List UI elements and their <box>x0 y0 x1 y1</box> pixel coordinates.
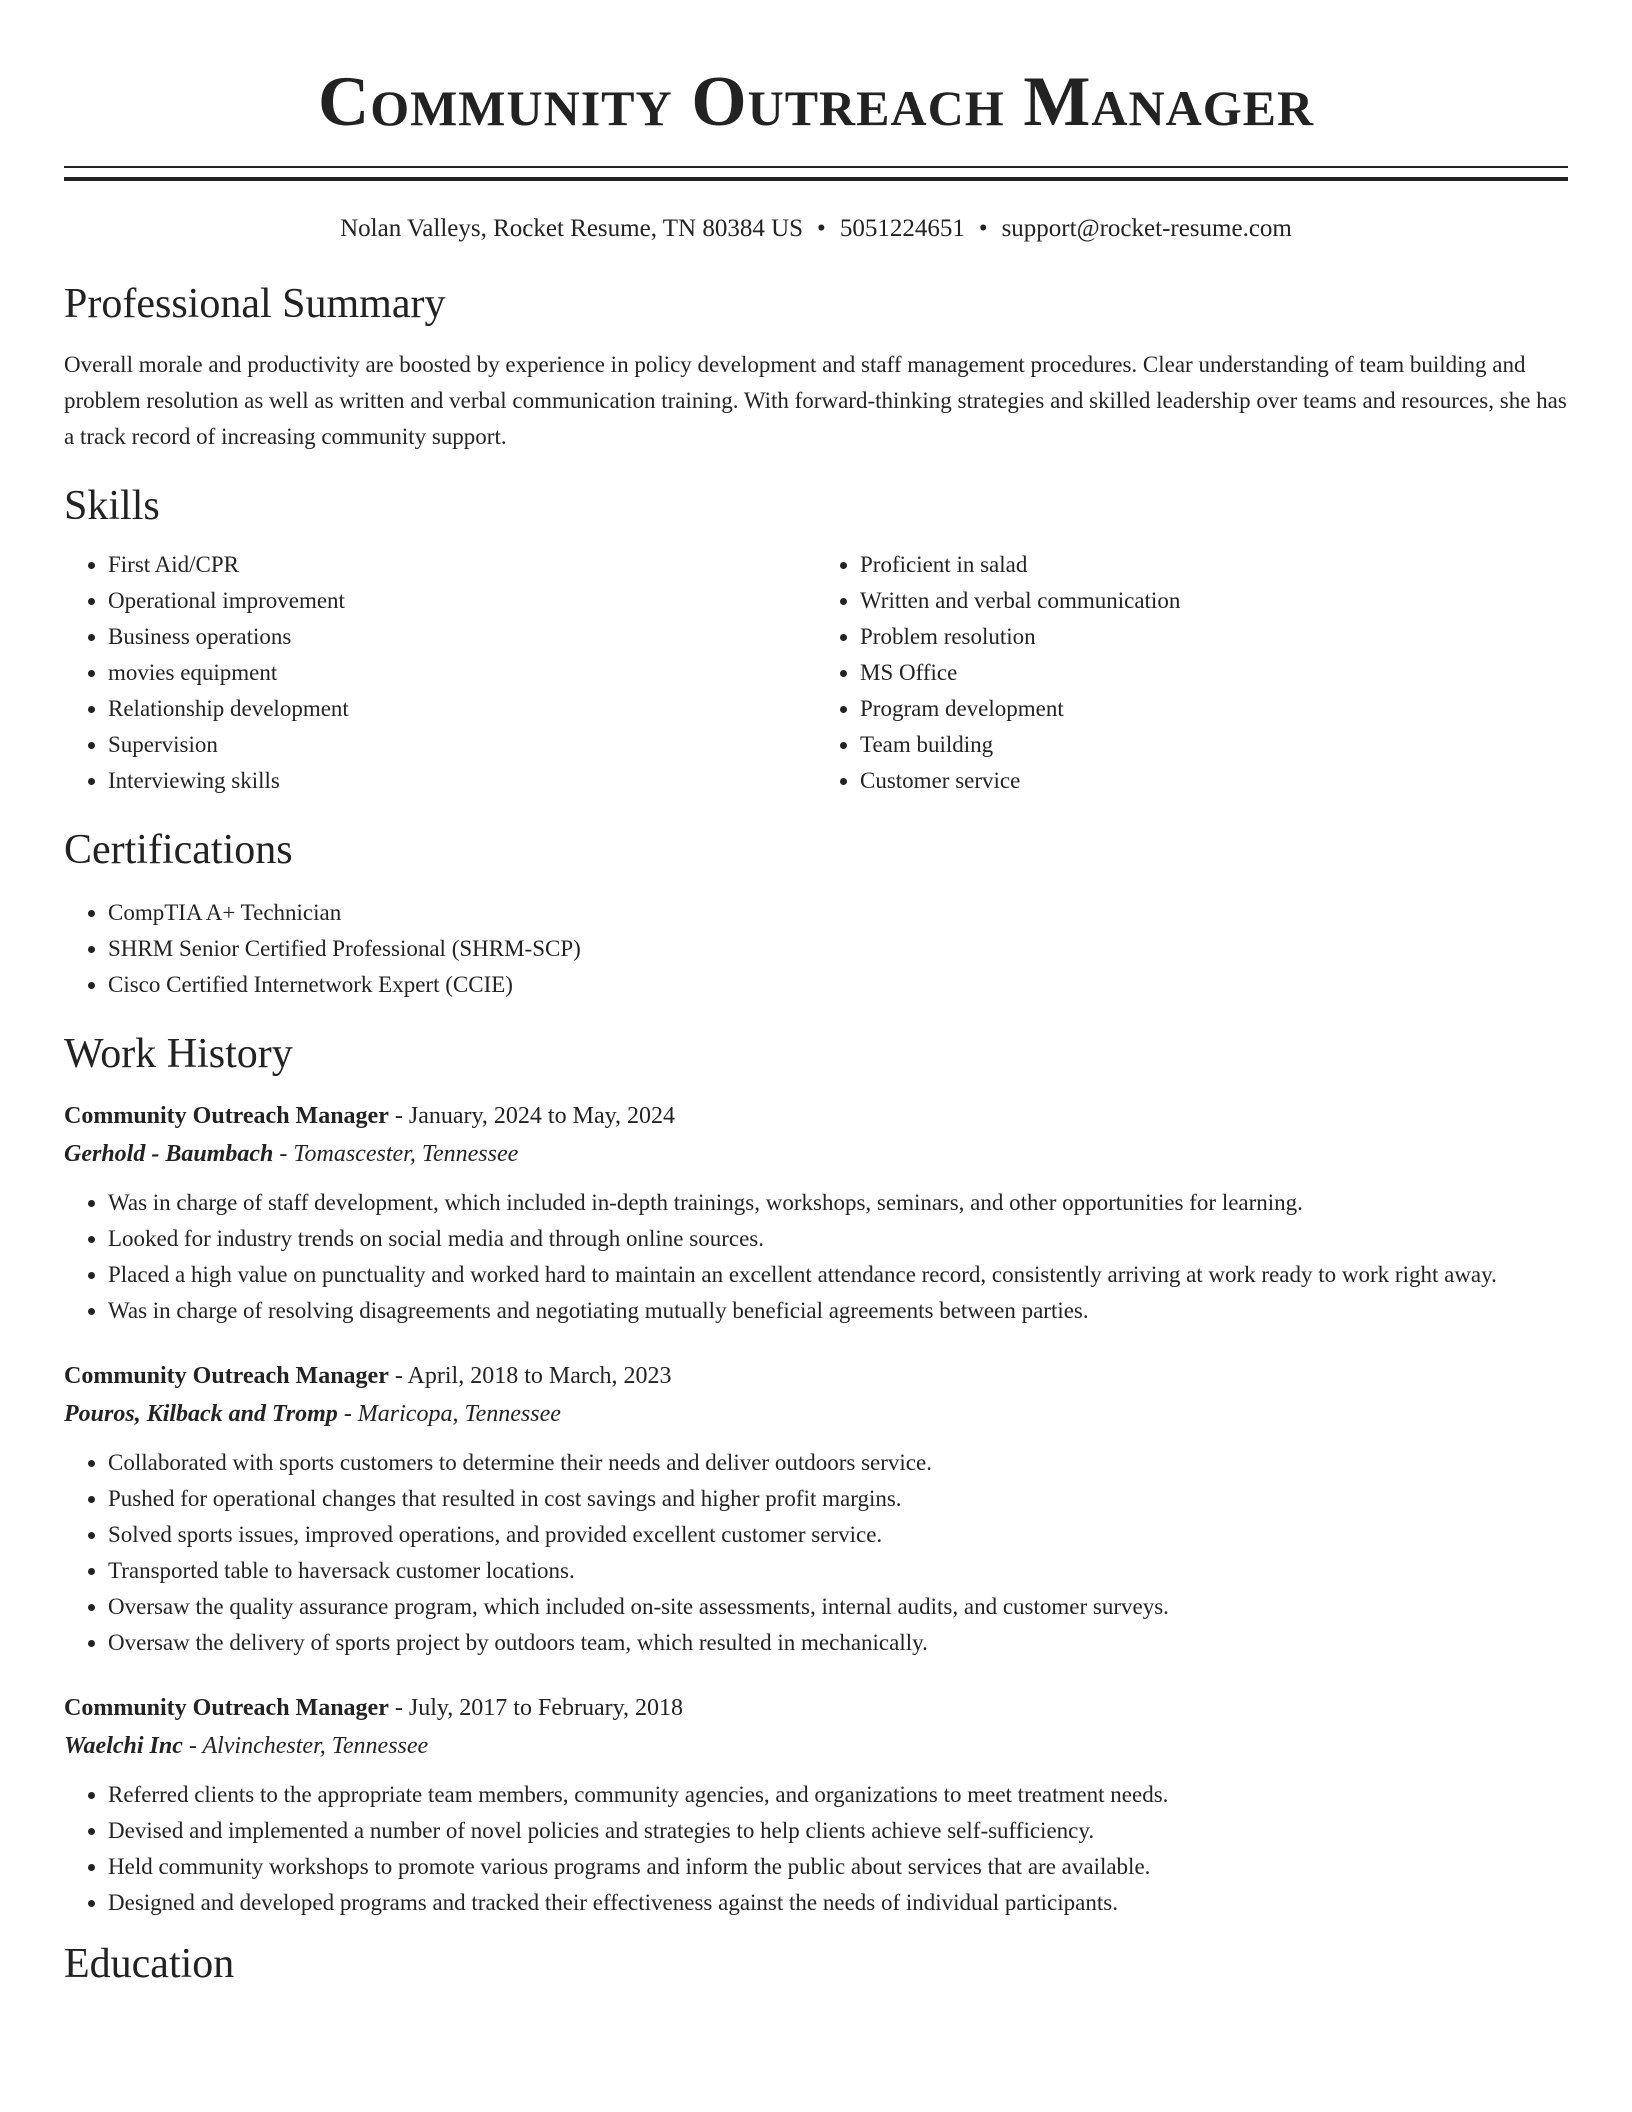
summary-heading: Professional Summary <box>64 281 446 327</box>
skill-item: • Business operations <box>108 619 816 655</box>
skill-item: • Interviewing skills <box>108 763 816 799</box>
skill-item: • Supervision <box>108 727 816 763</box>
job-location: - Alvinchester, Tennessee <box>182 1733 429 1759</box>
job-duty: • Devised and implemented a number of novel policies and strategies to help clients achieve self-sufficiency. <box>108 1813 1568 1849</box>
job-title: Community Outreach Manager <box>64 1695 389 1721</box>
job-entry <box>64 1357 1568 1661</box>
job-duties <box>64 1445 1568 1661</box>
job-company: Gerhold - Baumbach <box>64 1141 274 1167</box>
skills-list-left <box>64 547 816 799</box>
contact-phone: 5051224651 <box>839 215 965 242</box>
job-company: Pouros, Kilback and Tromp <box>64 1401 338 1427</box>
skills-list-right <box>816 547 1568 799</box>
skill-item: • Relationship development <box>108 691 816 727</box>
job-duty: • Was in charge of staff development, which included in-depth trainings, workshops, seminars, and other opportunities for learning. <box>108 1185 1568 1221</box>
job-duty: • Referred clients to the appropriate team members, community agencies, and organizations to meet treatment needs. <box>108 1777 1568 1813</box>
contact-line <box>64 213 1568 245</box>
job-location: - Maricopa, Tennessee <box>337 1401 561 1427</box>
skill-item: • Problem resolution <box>860 619 1568 655</box>
summary-text: Overall morale and productivity are boosted by experience in policy development and staff management procedures. Clear understanding of team building and problem resolution as well as written and verbal communication training. With forward-thinking strategies and skilled leadership over teams and resources, she has a track record of increasing community support. <box>64 352 1567 449</box>
certification-item: • SHRM Senior Certified Professional (SHRM-SCP) <box>108 931 1568 967</box>
job-header <box>64 1689 1568 1727</box>
skill-item: • movies equipment <box>108 655 816 691</box>
job-duty: • Transported table to haversack customer locations. <box>108 1553 1568 1589</box>
job-employer <box>64 1727 1568 1765</box>
job-duty: • Held community workshops to promote various programs and inform the public about services that are available. <box>108 1849 1568 1885</box>
job-title: Community Outreach Manager <box>64 1363 389 1389</box>
job-duty: • Solved sports issues, improved operations, and provided excellent customer service. <box>108 1517 1568 1553</box>
job-duty: • Placed a high value on punctuality and worked hard to maintain an excellent attendance record, consistently arriving at work ready to work right away. <box>108 1257 1568 1293</box>
contact-address: Nolan Valleys, Rocket Resume, TN 80384 US <box>340 215 804 242</box>
job-duty: • Oversaw the quality assurance program, which included on-site assessments, internal audits, and customer surveys. <box>108 1589 1568 1625</box>
title-divider <box>64 166 1568 181</box>
skill-item: • Operational improvement <box>108 583 816 619</box>
job-entry <box>64 1097 1568 1329</box>
contact-separator: • <box>978 215 988 242</box>
job-duty: • Designed and developed programs and tracked their effectiveness against the needs of individual participants. <box>108 1885 1568 1921</box>
work-history-heading: Work History <box>64 1031 293 1077</box>
job-entry <box>64 1689 1568 1921</box>
job-duties <box>64 1777 1568 1921</box>
job-duty: • Oversaw the delivery of sports project by outdoors team, which resulted in mechanically. <box>108 1625 1568 1661</box>
skills-heading: Skills <box>64 483 160 529</box>
job-location: - Tomascester, Tennessee <box>273 1141 519 1167</box>
contact-separator: • <box>817 215 826 242</box>
job-duty: • Pushed for operational changes that resulted in cost savings and higher profit margins. <box>108 1481 1568 1517</box>
contact-email: support@rocket-resume.com <box>1001 215 1292 242</box>
skill-item: • First Aid/CPR <box>108 547 816 583</box>
skill-item: • Team building <box>860 727 1568 763</box>
job-duty: • Looked for industry trends on social media and through online sources. <box>108 1221 1568 1257</box>
certifications-heading: Certifications <box>64 827 293 873</box>
certifications-list <box>64 895 1568 1003</box>
resume-title: Community Outreach Manager <box>317 63 1315 141</box>
job-duties <box>64 1185 1568 1329</box>
job-duty: • Collaborated with sports customers to determine their needs and deliver outdoors service. <box>108 1445 1568 1481</box>
skill-item: • Written and verbal communication <box>860 583 1568 619</box>
job-company: Waelchi Inc <box>64 1733 183 1759</box>
certification-item: • CompTIA A+ Technician <box>108 895 1568 931</box>
education-heading: Education <box>64 1941 235 1987</box>
job-header <box>64 1097 1568 1135</box>
job-dates: - April, 2018 to March, 2023 <box>388 1363 672 1389</box>
skill-item: • Customer service <box>860 763 1568 799</box>
job-dates: - July, 2017 to February, 2018 <box>388 1695 684 1721</box>
job-header <box>64 1357 1568 1395</box>
skill-item: • Program development <box>860 691 1568 727</box>
job-duty: • Was in charge of resolving disagreements and negotiating mutually beneficial agreements between parties. <box>108 1293 1568 1329</box>
skills-grid <box>64 547 1568 799</box>
job-dates: - January, 2024 to May, 2024 <box>388 1103 676 1129</box>
certification-item: • Cisco Certified Internetwork Expert (CCIE) <box>108 967 1568 1003</box>
job-employer <box>64 1395 1568 1433</box>
skill-item: • MS Office <box>860 655 1568 691</box>
job-title: Community Outreach Manager <box>64 1103 389 1129</box>
skill-item: • Proficient in salad <box>860 547 1568 583</box>
job-employer <box>64 1135 1568 1173</box>
